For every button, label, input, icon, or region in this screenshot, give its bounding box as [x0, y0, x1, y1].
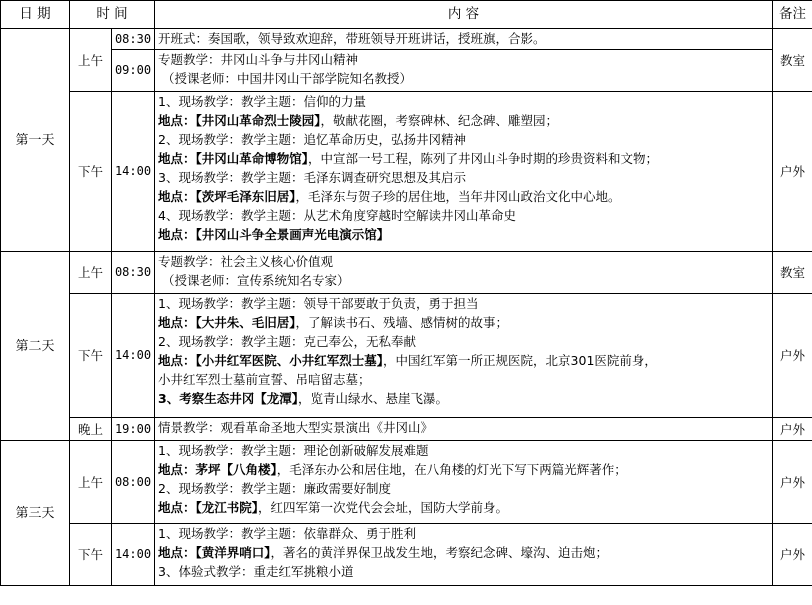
location-desc: ，著名的黄洋界保卫战发生地，考察纪念碑、壕沟、迫击炮； — [270, 545, 609, 560]
table-row — [1, 252, 812, 294]
content-line: 小井红军烈士墓前宣誓、吊唁留志墓； — [158, 372, 371, 387]
content-cell — [155, 418, 773, 441]
location-desc: ，红四军第一次党代会会址，国防大学前身。 — [258, 500, 509, 515]
location-label: 地点：【大井朱、毛旧居】 — [158, 315, 296, 330]
period-label: 晚上 — [70, 418, 112, 441]
content-text: 开班式：奏国歌，领导致欢迎辞，带班领导开班讲话，授班旗，合影。 — [158, 31, 546, 46]
location-desc: ，览青山绿水、悬崖飞瀑。 — [297, 391, 448, 406]
location-label: 地点：【龙江书院】 — [158, 500, 259, 515]
table-row — [1, 50, 812, 92]
content-text: 情景教学：观看革命圣地大型实景演出《井冈山》 — [158, 420, 434, 435]
time-cell: 14:00 — [112, 524, 155, 586]
note-cell: 教室 — [773, 252, 812, 294]
content-cell — [155, 92, 773, 252]
content-cell — [155, 29, 773, 50]
period-label: 下午 — [70, 92, 112, 252]
period-label: 下午 — [70, 524, 112, 586]
content-line: 3、现场教学：教学主题：毛泽东调查研究思想及其启示 — [158, 170, 466, 185]
content-line: 1、现场教学：教学主题：理论创新破解发展难题 — [158, 443, 429, 458]
content-line — [158, 187, 770, 206]
header-row — [1, 1, 812, 29]
location-desc: ，敬献花圈，考察碑林、纪念碑、雕塑园； — [320, 113, 559, 128]
content-line: 2、现场教学：教学主题：克己奉公，无私奉献 — [158, 334, 416, 349]
content-line — [158, 389, 770, 408]
content-line: 专题教学：社会主义核心价值观 — [158, 254, 334, 269]
period-label: 下午 — [70, 294, 112, 418]
location-label: 地点：茅坪【八角楼】 — [158, 462, 277, 477]
table-row — [1, 418, 812, 441]
time-cell: 08:00 — [112, 441, 155, 524]
content-line — [158, 543, 770, 562]
day-label: 第三天 — [1, 441, 70, 586]
period-label: 上午 — [70, 441, 112, 524]
content-line: 2、现场教学：教学主题：追忆革命历史，弘扬井冈精神 — [158, 132, 466, 147]
note-cell: 户外 — [773, 418, 812, 441]
day-label: 第一天 — [1, 29, 70, 252]
table-row — [1, 441, 812, 524]
table-row — [1, 92, 812, 252]
time-cell: 19:00 — [112, 418, 155, 441]
content-line — [158, 313, 770, 332]
note-cell: 户外 — [773, 92, 812, 252]
time-cell: 09:00 — [112, 50, 155, 92]
content-cell — [155, 524, 773, 586]
content-cell — [155, 50, 773, 92]
location-label: 地点：【井冈山革命烈士陵园】 — [158, 113, 321, 128]
header-note: 备注 — [773, 1, 812, 29]
time-cell: 14:00 — [112, 294, 155, 418]
content-line: 专题教学：井冈山斗争与井冈山精神 — [158, 52, 359, 67]
location-label: 地点：【小井红军医院、小井红军烈士墓】 — [158, 353, 384, 368]
note-cell: 教室 — [773, 29, 812, 92]
content-line: 3、体验式教学：重走红军挑粮小道 — [158, 564, 354, 579]
header-time: 时 间 — [70, 1, 155, 29]
note-cell: 户外 — [773, 441, 812, 524]
header-content: 内 容 — [155, 1, 773, 29]
content-line: （授课老师：中国井冈山干部学院知名教授） — [162, 71, 413, 86]
day-label: 第二天 — [1, 252, 70, 441]
note-cell: 户外 — [773, 294, 812, 418]
period-label: 上午 — [70, 29, 112, 92]
location-desc: ，毛泽东办公和居住地，在八角楼的灯光下写下两篇光辉著作； — [276, 462, 627, 477]
location-label: 地点：【井冈山斗争全景画声光电演示馆】 — [158, 227, 390, 242]
content-cell — [155, 252, 773, 294]
table-row — [1, 524, 812, 586]
content-line: 2、现场教学：教学主题：廉政需要好制度 — [158, 481, 391, 496]
content-line: 1、现场教学：教学主题：依靠群众、勇于胜利 — [158, 526, 416, 541]
time-cell: 08:30 — [112, 252, 155, 294]
content-line: 4、现场教学：教学主题：从艺术角度穿越时空解读井冈山革命史 — [158, 208, 516, 223]
period-label: 上午 — [70, 252, 112, 294]
content-cell — [155, 441, 773, 524]
content-line — [158, 498, 770, 517]
content-line: 1、现场教学：教学主题：信仰的力量 — [158, 94, 366, 109]
table-row — [1, 29, 812, 50]
content-cell — [155, 294, 773, 418]
table-row — [1, 294, 812, 418]
content-line — [158, 225, 770, 244]
location-desc: ，中宣部一号工程，陈列了井冈山斗争时期的珍贵资料和文物； — [308, 151, 659, 166]
location-desc: ，中国红军第一所正规医院，北京301医院前身， — [383, 353, 657, 368]
content-line: 1、现场教学：教学主题：领导干部要敢于负责，勇于担当 — [158, 296, 479, 311]
location-label: 地点：【茨坪毛泽东旧居】 — [158, 189, 296, 204]
content-line — [158, 149, 770, 168]
location-desc: ，了解读书石、残墙、感情树的故事； — [295, 315, 509, 330]
location-label: 地点：【井冈山革命博物馆】 — [158, 151, 309, 166]
note-cell: 户外 — [773, 524, 812, 586]
content-line — [158, 351, 770, 370]
header-date: 日 期 — [1, 1, 70, 29]
content-line — [158, 460, 770, 479]
content-line: （授课老师：宣传系统知名专家） — [162, 273, 350, 288]
location-desc: ，毛泽东与贺子珍的居住地，当年井冈山政治文化中心地。 — [295, 189, 621, 204]
time-cell: 08:30 — [112, 29, 155, 50]
location-label: 地点：【黄洋界哨口】 — [158, 545, 271, 560]
time-cell: 14:00 — [112, 92, 155, 252]
content-line — [158, 111, 770, 130]
location-label: 3、考察生态井冈【龙潭】 — [158, 391, 298, 406]
